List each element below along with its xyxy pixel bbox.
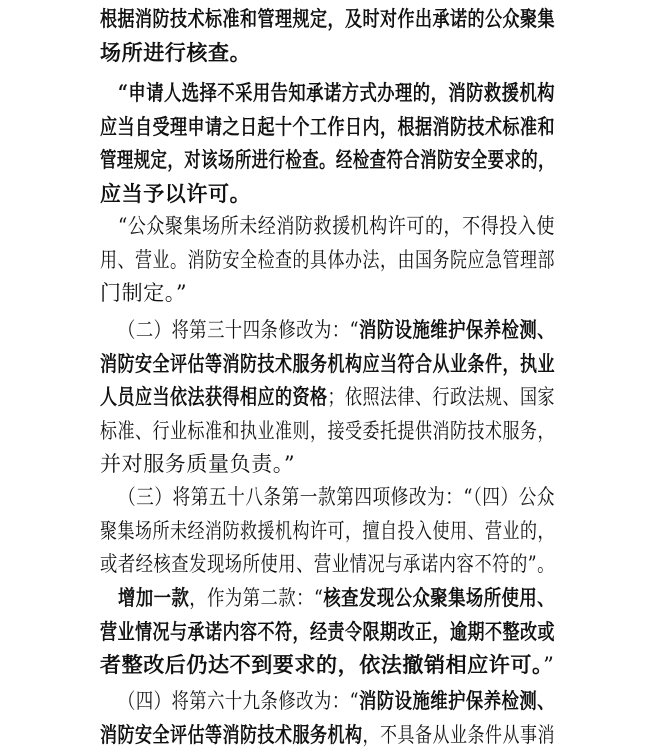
text-line: [118, 317, 555, 343]
text-line: [100, 551, 555, 577]
bold-text-segment: 场所进行核查。: [100, 39, 252, 65]
bold-text-segment: 管理规定，对该场所进行检查。经检查符合消防安全要求的，: [100, 147, 555, 172]
text-segment: 用、营业。消防安全检查的具体办法，由国务院应急管理部: [100, 247, 555, 272]
text-segment: ；依照法律、行政法规、国家: [327, 385, 555, 409]
bold-text-segment: 消防安全评估等消防技术服务机构: [100, 721, 363, 747]
text-line: [118, 585, 555, 611]
bold-text-segment: 人员应当依法获得相应的资格: [100, 384, 328, 409]
text-line: [118, 484, 555, 510]
bold-text-segment: 消防安全评估等消防技术服务机构应当符合从业条件，执业: [100, 350, 555, 376]
text-line: [100, 351, 555, 377]
text-segment: （二）将第三十四条修改为：“: [118, 318, 359, 342]
text-line: [100, 6, 555, 32]
text-segment: （四）将第六十九条修改为：“: [118, 689, 359, 713]
text-segment: （三）将第五十八条第一款第四项修改为：“（四）公众: [118, 485, 555, 509]
bold-text-segment: 根据消防技术标准和管理规定，及时对作出承诺的公众聚集: [100, 6, 555, 31]
text-line: [100, 652, 554, 678]
bold-text-segment: 应当自受理申请之日起十个工作日内，根据消防技术标准和: [100, 113, 555, 139]
text-segment: 标准、行业标准和执业准则，接受委托提供消防技术服务，: [100, 418, 555, 443]
bold-text-segment: 营业情况与承诺内容不符，经责令限期改正，逾期不整改或: [100, 618, 555, 644]
text-segment: ，不具备从业条件从事消: [362, 722, 555, 747]
text-line: [100, 114, 555, 140]
text-segment: 并对服务质量负责。”: [100, 452, 296, 476]
bold-text-segment: 消防设施维护保养检测、: [358, 317, 555, 342]
text-segment: ，作为第二款：“: [189, 586, 324, 610]
text-line: [100, 247, 555, 273]
text-line: [118, 80, 555, 106]
text-line: [100, 147, 555, 173]
bold-text-segment: 增加一款: [118, 585, 190, 610]
text-line: [100, 418, 555, 444]
text-segment: 门制定。”: [100, 281, 188, 305]
bold-text-segment: 者整改后仍达不到要求的，依法撤销相应许可。: [100, 652, 544, 677]
text-line: [100, 619, 555, 645]
text-line: [100, 722, 555, 748]
text-line: [100, 451, 295, 477]
text-segment: 聚集场所未经消防救援机构许可，擅自投入使用、营业的，: [100, 518, 555, 543]
text-line: [118, 213, 555, 239]
text-segment: “公众聚集场所未经消防救援机构许可的，不得投入使: [118, 214, 555, 238]
text-line: [100, 181, 251, 207]
bold-text-segment: 消防设施维护保养检测、: [358, 688, 555, 713]
text-line: [118, 688, 555, 714]
text-line: [100, 384, 555, 410]
bold-text-segment: “申请人选择不采用告知承诺方式办理的，消防救援机构: [118, 80, 555, 105]
bold-text-segment: 应当予以许可。: [100, 180, 252, 206]
text-line: [100, 518, 555, 544]
bold-text-segment: 核查发现公众聚集场所使用、: [323, 585, 555, 610]
text-segment: 或者经核查发现场所使用、营业情况与承诺内容不符的”。: [100, 552, 555, 576]
text-line: [100, 280, 187, 306]
text-segment: ”: [543, 653, 555, 677]
text-line: [100, 40, 251, 66]
